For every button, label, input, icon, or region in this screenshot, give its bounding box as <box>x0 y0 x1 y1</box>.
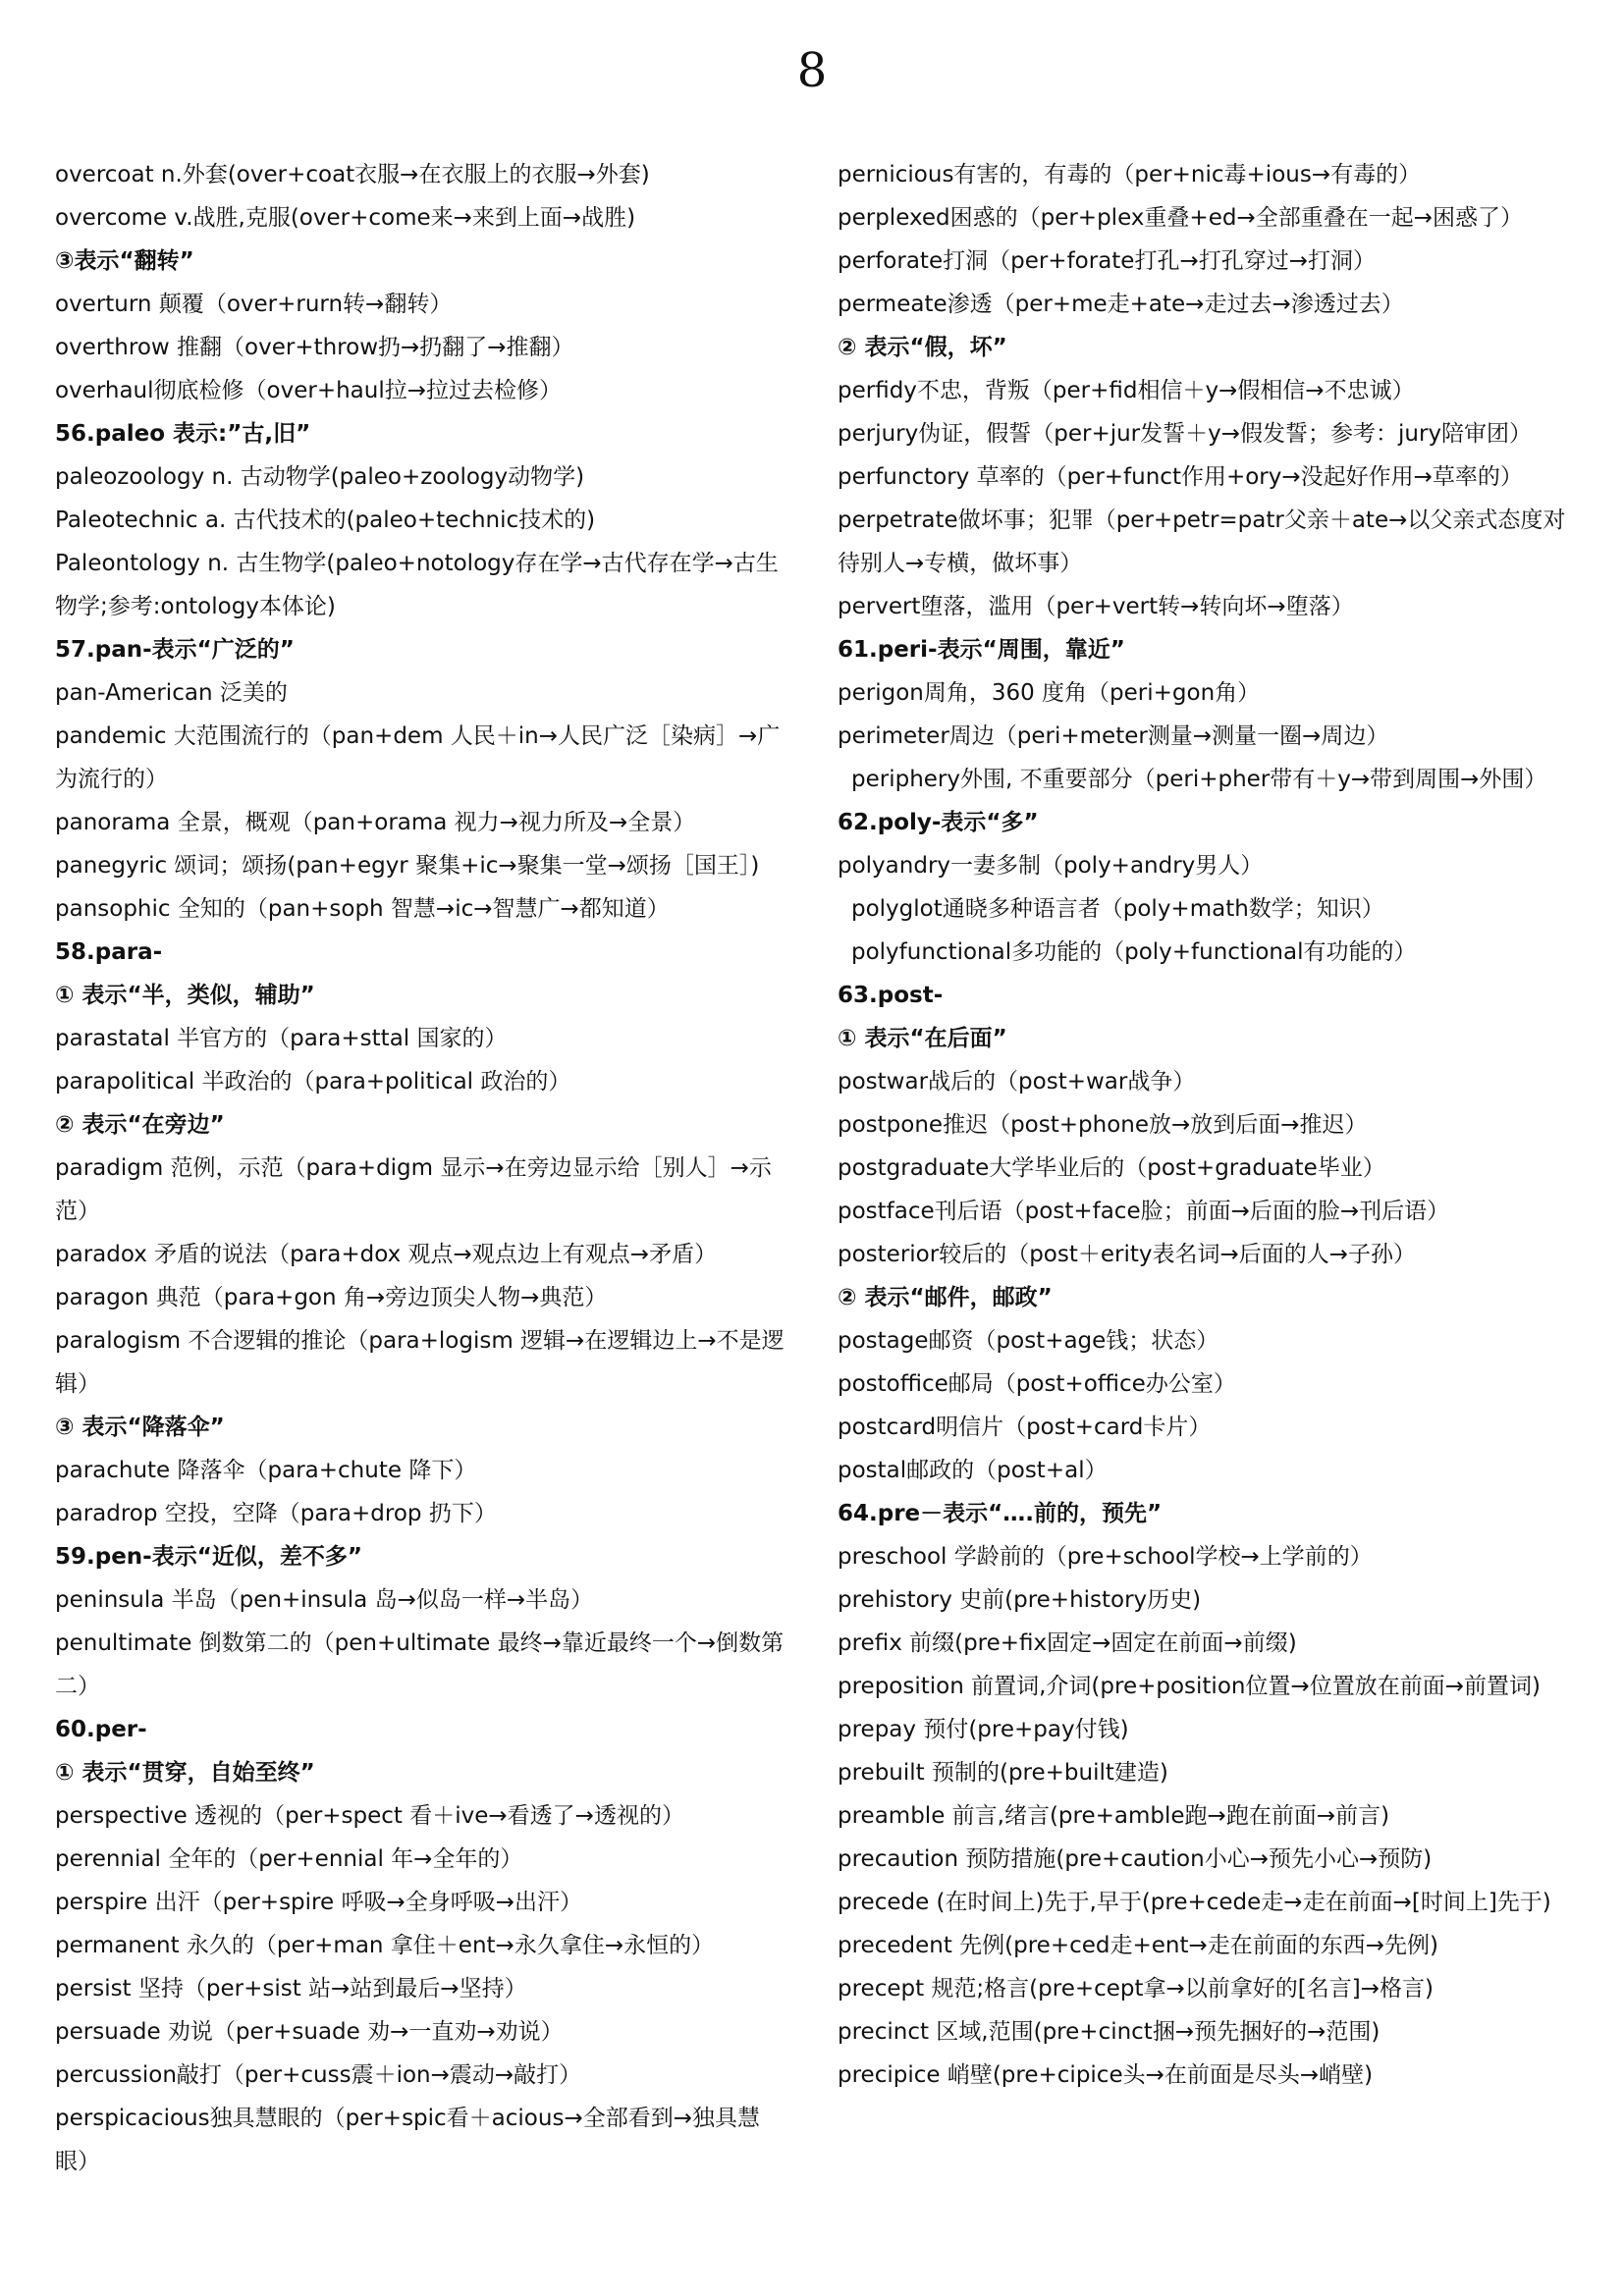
vocabulary-entry: parachute 降落伞（para+chute 降下） <box>55 1458 477 1483</box>
vocabulary-entry: postoffice邮局（post+office办公室） <box>838 1371 1236 1397</box>
vocabulary-entry: preamble 前言,绪言(pre+amble跑→跑在前面→前言) <box>838 1803 1390 1829</box>
vocabulary-entry: overhaul彻底检修（over+haul拉→拉过去检修） <box>55 378 562 403</box>
vocabulary-entry: postpone推迟（post+phone放→放到后面→推迟） <box>838 1112 1368 1138</box>
vocabulary-entry: precinct 区域,范围(pre+cinct捆→预先捆好的→范围) <box>838 2019 1380 2045</box>
vocabulary-entry: perforate打洞（per+forate打孔→打孔穿过→打洞） <box>838 248 1377 274</box>
vocabulary-entry: pan-American 泛美的 <box>55 680 288 706</box>
vocabulary-entry: overcome v.战胜,克服(over+come来→来到上面→战胜) <box>55 205 636 231</box>
section-heading: ① 表示“半，类似，辅助” <box>55 983 315 1008</box>
vocabulary-entry: paradrop 空投，空降（para+drop 扔下） <box>55 1501 497 1526</box>
vocabulary-entry: paragon 典范（para+gon 角→旁边顶尖人物→典范） <box>55 1285 608 1310</box>
left-column <box>55 153 786 2183</box>
vocabulary-entry: postgraduate大学毕业后的（post+graduate毕业） <box>838 1155 1385 1181</box>
vocabulary-entry: perfunctory 草率的（per+funct作用+ory→没起好作用→草率的） <box>838 464 1523 490</box>
vocabulary-entry: pansophic 全知的（pan+soph 智慧→ic→智慧广→都知道） <box>55 896 670 922</box>
vocabulary-entry: postcard明信片（post+card卡片） <box>838 1415 1212 1440</box>
vocabulary-entry: postage邮资（post+age钱；状态） <box>838 1328 1219 1354</box>
vocabulary-entry: persist 坚持（per+sist 站→站到最后→坚持） <box>55 1976 527 2002</box>
vocabulary-entry: preschool 学龄前的（pre+school学校→上学前的） <box>838 1544 1373 1570</box>
vocabulary-entry: perennial 全年的（per+ennial 年→全年的） <box>55 1846 523 1872</box>
vocabulary-entry: peninsula 半岛（pen+insula 岛→似岛一样→半岛） <box>55 1587 594 1613</box>
vocabulary-entry: perplexed困惑的（per+plex重叠+ed→全部重叠在一起→困惑了） <box>838 205 1523 231</box>
vocabulary-entry: paralogism 不合逻辑的推论（para+logism 逻辑→在逻辑边上→不是逻辑） <box>55 1328 785 1397</box>
vocabulary-entry: polyglot通晓多种语言者（poly+math数学；知识） <box>851 896 1384 922</box>
section-heading: ② 表示“假，坏” <box>838 335 1007 360</box>
vocabulary-entry: perpetrate做坏事；犯罪（per+petr=patr父亲＋ate→以父亲式态度对待别人→专横，做坏事） <box>838 507 1566 576</box>
vocabulary-entry: pervert堕落，滥用（per+vert转→转向坏→堕落） <box>838 594 1354 619</box>
vocabulary-entry: prehistory 史前(pre+history历史) <box>838 1587 1202 1613</box>
section-heading: 62.poly-表示“多” <box>838 810 1039 835</box>
vocabulary-entry: panegyric 颂词；颂扬(pan+egyr 聚集+ic→聚集一堂→颂扬［国王］) <box>55 853 760 879</box>
section-heading: ② 表示“邮件，邮政” <box>838 1285 1053 1310</box>
section-heading: 56.paleo 表示:”古,旧” <box>55 421 311 447</box>
vocabulary-entry: Paleotechnic a. 古代技术的(paleo+technic技术的) <box>55 507 596 533</box>
vocabulary-entry: paradigm 范例，示范（para+digm 显示→在旁边显示给［别人］→示范） <box>55 1155 772 1224</box>
vocabulary-entry: permanent 永久的（per+man 拿住＋ent→永久拿住→永恒的） <box>55 1933 715 1958</box>
vocabulary-entry: postwar战后的（post+war战争） <box>838 1069 1196 1095</box>
vocabulary-entry: parapolitical 半政治的（para+political 政治的） <box>55 1069 571 1095</box>
vocabulary-entry: overcoat n.外套(over+coat衣服→在衣服上的衣服→外套) <box>55 162 650 187</box>
vocabulary-entry: pandemic 大范围流行的（pan+dem 人民＋in→人民广泛［染病］→广为流行的） <box>55 723 781 792</box>
vocabulary-entry: percussion敲打（per+cuss震＋ion→震动→敲打） <box>55 2062 582 2088</box>
vocabulary-entry: precaution 预防措施(pre+caution小心→预先小心→预防) <box>838 1846 1433 1872</box>
section-heading: 57.pan-表示“广泛的” <box>55 637 295 663</box>
vocabulary-entry: overthrow 推翻（over+throw扔→扔翻了→推翻） <box>55 335 574 360</box>
vocabulary-entry: overturn 颠覆（over+rurn转→翻转） <box>55 292 453 317</box>
section-heading: 63.post- <box>838 983 944 1008</box>
vocabulary-entry: preposition 前置词,介词(pre+position位置→位置放在前面→前置词) <box>838 1674 1541 1699</box>
section-heading: 59.pen-表示“近似，差不多” <box>55 1544 362 1570</box>
vocabulary-entry: polyfunctional多功能的（poly+functional有功能的） <box>851 939 1417 965</box>
section-heading: ① 表示“在后面” <box>838 1026 1007 1051</box>
vocabulary-entry: pernicious有害的，有毒的（per+nic毒+ious→有毒的） <box>838 162 1422 187</box>
section-heading: 61.peri-表示“周围，靠近” <box>838 637 1125 663</box>
vocabulary-entry: posterior较后的（post＋erity表名词→后面的人→子孙） <box>838 1242 1417 1267</box>
section-heading: ① 表示“贯穿，自始至终” <box>55 1760 315 1786</box>
right-column <box>838 153 1569 2097</box>
page-number: 8 <box>796 43 828 98</box>
vocabulary-entry: perspicacious独具慧眼的（per+spic看＋acious→全部看到→独具慧眼） <box>55 2106 760 2174</box>
vocabulary-entry: paradox 矛盾的说法（para+dox 观点→观点边上有观点→矛盾） <box>55 1242 718 1267</box>
vocabulary-entry: perigon周角，360 度角（peri+gon角） <box>838 680 1261 706</box>
vocabulary-entry: paleozoology n. 古动物学(paleo+zoology动物学) <box>55 464 585 490</box>
vocabulary-entry: perspire 出汗（per+spire 呼吸→全身呼吸→出汗） <box>55 1890 582 1915</box>
vocabulary-entry: parastatal 半官方的（para+sttal 国家的） <box>55 1026 508 1051</box>
vocabulary-entry: polyandry一妻多制（poly+andry男人） <box>838 853 1264 879</box>
vocabulary-entry: periphery外围, 不重要部分（peri+pher带有＋y→带到周围→外围） <box>851 767 1547 792</box>
vocabulary-entry: precedent 先例(pre+ced走+ent→走在前面的东西→先例) <box>838 1933 1439 1958</box>
section-heading: 60.per- <box>55 1717 147 1742</box>
vocabulary-entry: prefix 前缀(pre+fix固定→固定在前面→前缀) <box>838 1630 1297 1656</box>
section-heading: ③ 表示“降落伞” <box>55 1415 225 1440</box>
vocabulary-entry: postface刊后语（post+face脸；前面→后面的脸→刊后语） <box>838 1199 1450 1224</box>
vocabulary-entry: perspective 透视的（per+spect 看＋ive→看透了→透视的） <box>55 1803 684 1829</box>
vocabulary-entry: prepay 预付(pre+pay付钱) <box>838 1717 1129 1742</box>
vocabulary-entry: Paleontology n. 古生物学(paleo+notology存在学→古代存在学→古生物学;参考:ontology本体论) <box>55 551 779 619</box>
vocabulary-entry: postal邮政的（post+al） <box>838 1458 1108 1483</box>
vocabulary-entry: precipice 峭壁(pre+cipice头→在前面是尽头→峭壁) <box>838 2062 1374 2088</box>
vocabulary-entry: persuade 劝说（per+suade 劝→一直劝→劝说） <box>55 2019 564 2045</box>
section-heading: 58.para- <box>55 939 163 965</box>
vocabulary-entry: precept 规范;格言(pre+cept拿→以前拿好的[名言]→格言) <box>838 1976 1434 2002</box>
vocabulary-entry: prebuilt 预制的(pre+built建造) <box>838 1760 1168 1786</box>
vocabulary-entry: perimeter周边（peri+meter测量→测量一圈→周边） <box>838 723 1389 749</box>
section-heading: ② 表示“在旁边” <box>55 1112 225 1138</box>
vocabulary-entry: perfidy不忠，背叛（per+fid相信＋y→假相信→不忠诚） <box>838 378 1415 403</box>
vocabulary-entry: perjury伪证，假誓（per+jur发誓＋y→假发誓；参考：jury陪审团） <box>838 421 1533 447</box>
vocabulary-entry: permeate渗透（per+me走+ate→走过去→渗透过去） <box>838 292 1404 317</box>
section-heading: ③表示“翻转” <box>55 248 194 274</box>
vocabulary-entry: precede (在时间上)先于,早于(pre+cede走→走在前面→[时间上]先于) <box>838 1890 1551 1915</box>
vocabulary-entry: panorama 全景，概观（pan+orama 视力→视力所及→全景） <box>55 810 696 835</box>
vocabulary-entry: penultimate 倒数第二的（pen+ultimate 最终→靠近最终一个→倒数第二） <box>55 1630 785 1699</box>
section-heading: 64.pre－表示“….前的，预先” <box>838 1501 1163 1526</box>
